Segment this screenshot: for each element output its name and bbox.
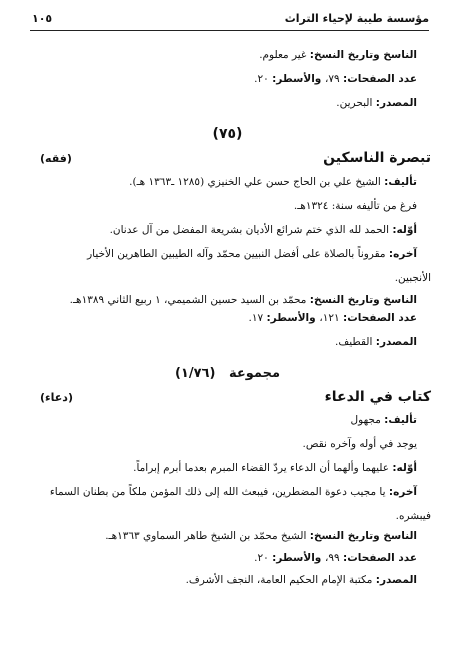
source-line [28,334,417,350]
lines-value: ١٧. [248,312,267,324]
copyist-line [28,528,417,544]
copyist-label: الناسخ وتاريخ النسخ: [309,530,417,542]
author-value: الشيخ علي بن الحاج حسن علي الخنيزي (١٢٨٥ ـ١٣٦٣ هـ). [129,176,385,188]
pages-label: عدد الصفحات: [343,312,417,324]
explicit-label: آخره: [388,248,417,260]
lines-label: والأسطر: [272,552,325,564]
source-label: المصدر: [375,336,417,348]
lines-value: ٢٠. [254,552,273,564]
incipit-label: أوّله: [392,224,417,236]
copyist-value: الشيخ محمّد بن الشيخ طاهر السماوي ١٣٦٣هـ. [105,530,310,542]
explicit-line [28,484,417,500]
incipit-label: أوّله: [392,462,417,474]
copyist-label: الناسخ وتاريخ النسخ: [309,294,417,306]
pages-value: ٧٩، [324,73,343,85]
lines-value: ٢٠. [254,73,273,85]
copyist-label: الناسخ وتاريخ النسخ: [309,49,417,61]
author-line [28,412,417,428]
top-pages-line [28,71,417,87]
finished-line: فرغ من تأليفه سنة: ١٣٢٤هـ. [293,200,417,212]
entry-number: (١/٧٦) [174,366,216,381]
publisher-name: مؤسسة طيبة لإحياء التراث [284,12,429,25]
source-value: القطيف. [334,336,376,348]
lines-label: والأسطر: [272,73,325,85]
explicit-value: مقروناً بالصلاة على أفضل النبيين محمّد وآله الطيبين الطاهرين الأخيار [87,248,389,260]
pages-label: عدد الصفحات: [343,552,417,564]
entry-number: (٧٥) [212,126,243,142]
entry-subject: (دعاء) [40,391,73,404]
explicit-value: يا مجيب دعوة المضطرين، فيبعث الله إلى ذلك المؤمن ملكاً من بطنان السماء [49,486,389,498]
author-label: تأليف: [384,414,417,426]
incipit-line [28,222,417,238]
incipit-value: الحمد لله الذي ختم شرائع الأديان بشريعة المفضل من آل عدنان. [109,224,393,236]
page-number: ١٠٥ [32,12,53,25]
pages-label: عدد الصفحات: [343,73,417,85]
copyist-value: غير معلوم. [259,49,310,61]
author-line [28,174,417,190]
entry-title: كتاب في الدعاء [324,389,431,405]
note-line: يوجد في أوله وآخره نقص. [302,438,417,450]
author-value: مجهول [350,414,385,426]
source-line [28,572,417,588]
lines-label: والأسطر: [266,312,320,324]
pages-line [28,310,417,326]
copyist-value: محمّد بن السيد حسين الشميمي، ١ ربيع الثاني ١٣٨٩هـ. [69,294,310,306]
running-header [30,8,429,31]
entry-subject: (فقه) [40,152,72,165]
collection-heading [0,366,455,381]
top-copyist-line [28,47,417,63]
source-value: البحرين. [336,97,376,109]
entry-title: تبصرة الناسكين [323,150,431,166]
copyist-line [28,292,417,308]
explicit-line [28,246,417,262]
incipit-value: عليهما وألهما أن الدعاء يردّ القضاء المبرم بعدما أبرم إبراماً. [133,462,393,474]
explicit-continuation: الأنجبين. [394,272,431,284]
source-label: المصدر: [375,574,417,586]
incipit-line [28,460,417,476]
pages-value: ٩٩، [324,552,343,564]
top-source-line [28,95,417,111]
source-label: المصدر: [375,97,417,109]
pages-value: ١٢١، [319,312,343,324]
source-value: مكتبة الإمام الحكيم العامة، النجف الأشرف. [185,574,376,586]
explicit-continuation: فيبشره. [395,510,431,522]
author-label: تأليف: [384,176,417,188]
pages-line [28,550,417,566]
explicit-label: آخره: [388,486,417,498]
collection-label: مجموعة [228,366,281,381]
